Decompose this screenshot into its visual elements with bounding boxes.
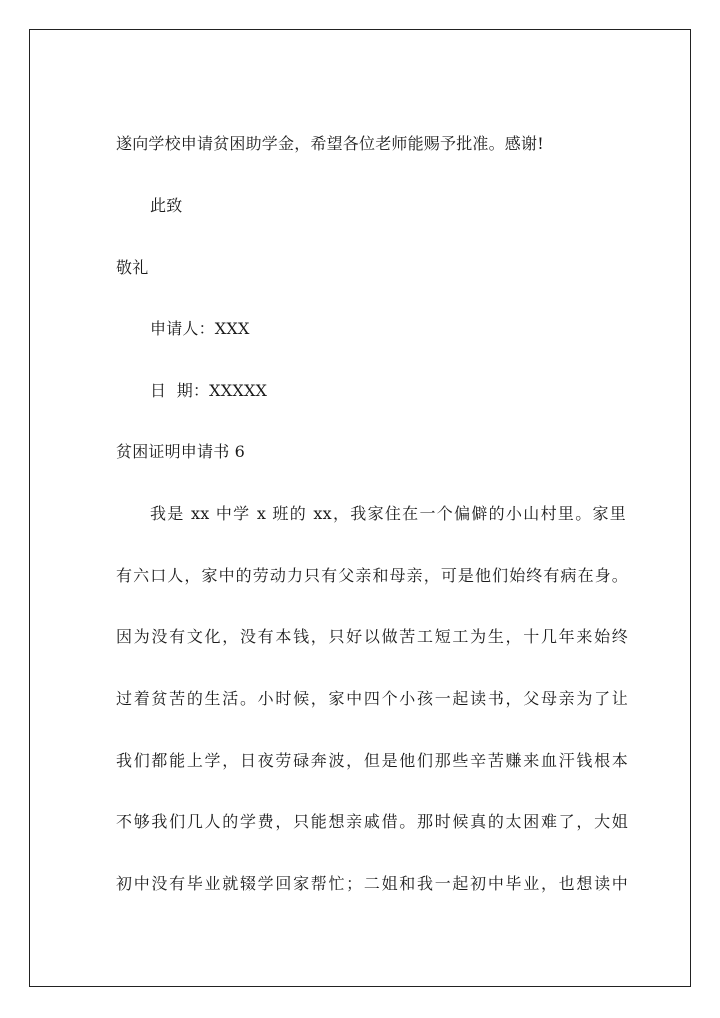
salutation-cizhi: 此致 [150,196,183,215]
paragraph-line: 因为没有文化，没有本钱，只好以做苦工短工为生，十几年来始终 [116,627,628,646]
paragraph-line: 有六口人，家中的劳动力只有父亲和母亲，可是他们始终有病在身。 [116,566,628,585]
paragraph-line: 过着贫苦的生活。小时候，家中四个小孩一起读书，父母亲为了让 [116,689,628,708]
paragraph-line: 不够我们几人的学费，只能想亲戚借。那时候真的太困难了，大姐 [116,812,628,831]
paragraph-line-closing: 遂向学校申请贫困助学金，希望各位老师能赐予批准。感谢! [116,134,544,153]
paragraph-line: 我们都能上学，日夜劳碌奔波，但是他们那些辛苦赚来血汗钱根本 [116,751,628,770]
section-heading: 贫困证明申请书 6 [116,442,246,461]
date-line: 日 期：XXXXX [150,381,268,400]
salutation-jingli: 敬礼 [116,258,149,277]
applicant-line: 申请人：XXX [150,319,250,338]
paragraph-line: 我是 xx 中学 x 班的 xx，我家住在一个偏僻的小山村里。家里 [150,504,626,523]
paragraph-line: 初中没有毕业就辍学回家帮忙；二姐和我一起初中毕业，也想读中 [116,874,628,893]
